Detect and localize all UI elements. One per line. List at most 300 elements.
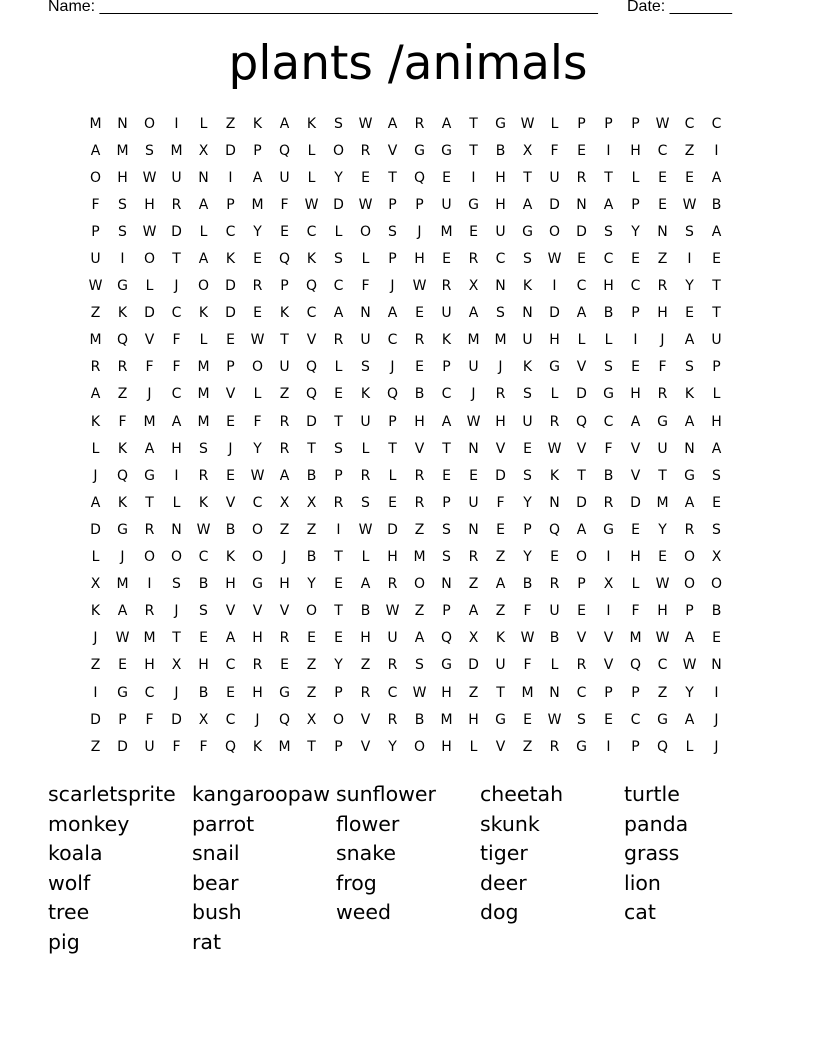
grid-letter: A	[171, 413, 182, 430]
grid-letter: D	[225, 305, 236, 322]
grid-letter: Q	[224, 738, 237, 755]
grid-letter: R	[387, 657, 398, 674]
grid-letter: H	[414, 413, 425, 430]
grid-letter: W	[520, 630, 535, 647]
grid-letter: Y	[253, 440, 262, 457]
grid-letter: Q	[305, 359, 318, 376]
grid-letter: R	[198, 467, 209, 484]
grid-letter: R	[333, 494, 344, 511]
grid-letter: E	[226, 332, 235, 349]
grid-letter: J	[471, 386, 476, 403]
grid-letter: L	[307, 142, 316, 159]
grid-letter: O	[170, 549, 183, 566]
grid-letter: L	[199, 115, 208, 132]
grid-letter: U	[495, 657, 506, 674]
grid-letter: O	[332, 711, 345, 728]
grid-letter: Y	[658, 521, 667, 538]
grid-letter: M	[440, 711, 453, 728]
grid-letter: W	[142, 169, 157, 186]
grid-letter: K	[684, 386, 695, 403]
grid-letter: A	[603, 196, 614, 213]
grid-letter: A	[441, 413, 452, 430]
grid-letter: K	[441, 332, 452, 349]
grid-letter: V	[414, 440, 425, 457]
grid-letter: Z	[495, 549, 506, 566]
grid-letter: H	[549, 332, 560, 349]
grid-letter: U	[144, 738, 155, 755]
grid-letter: R	[684, 521, 695, 538]
word-list-item: kangaroopaw	[192, 782, 331, 806]
grid-letter: T	[469, 142, 478, 159]
word-list-item: flower	[336, 811, 400, 836]
word-list-item: rat	[192, 929, 222, 954]
grid-letter: R	[657, 278, 668, 295]
grid-letter: N	[576, 196, 587, 213]
grid-letter: F	[550, 142, 559, 159]
grid-letter: O	[548, 223, 561, 240]
grid-letter: B	[711, 603, 722, 620]
grid-letter: S	[334, 115, 343, 132]
grid-letter: N	[171, 521, 182, 538]
grid-letter: K	[360, 386, 371, 403]
grid-letter: S	[145, 142, 154, 159]
grid-letter: R	[90, 359, 101, 376]
grid-letter: C	[657, 142, 668, 159]
grid-letter: D	[306, 413, 317, 430]
grid-letter: E	[307, 630, 316, 647]
grid-letter: T	[307, 738, 316, 755]
grid-letter: L	[91, 549, 100, 566]
grid-letter: B	[414, 711, 425, 728]
grid-letter: H	[495, 169, 506, 186]
grid-letter: P	[577, 115, 586, 132]
grid-letter: R	[549, 576, 560, 593]
grid-letter: Q	[386, 386, 399, 403]
grid-letter: I	[471, 169, 476, 186]
grid-letter: E	[415, 305, 424, 322]
grid-letter: V	[630, 440, 641, 457]
grid-letter: P	[712, 359, 721, 376]
grid-letter: Z	[306, 684, 317, 701]
grid-letter: P	[631, 305, 640, 322]
grid-letter: Q	[548, 521, 561, 538]
grid-letter: Q	[413, 169, 426, 186]
grid-letter: E	[631, 359, 640, 376]
grid-letter: M	[143, 413, 156, 430]
grid-letter: L	[388, 467, 397, 484]
grid-letter: L	[91, 440, 100, 457]
grid-letter: K	[117, 305, 128, 322]
grid-letter: T	[496, 684, 505, 701]
grid-letter: L	[604, 332, 613, 349]
grid-letter: M	[413, 549, 426, 566]
grid-letter: T	[712, 305, 721, 322]
grid-letter: N	[441, 576, 452, 593]
page-title: plants /animals	[228, 36, 588, 91]
grid-letter: J	[174, 684, 179, 701]
grid-letter: K	[495, 630, 506, 647]
grid-letter: E	[361, 169, 370, 186]
grid-letter: A	[684, 413, 695, 430]
grid-letter: D	[387, 521, 398, 538]
grid-letter: F	[172, 359, 181, 376]
grid-letter: N	[549, 494, 560, 511]
grid-letter: P	[334, 684, 343, 701]
grid-letter: S	[334, 251, 343, 268]
grid-letter: C	[171, 386, 182, 403]
word-list-item: tree	[48, 900, 90, 925]
grid-letter: L	[199, 332, 208, 349]
grid-letter: S	[361, 494, 370, 511]
grid-letter: A	[198, 251, 209, 268]
grid-letter: C	[387, 684, 398, 701]
grid-letter: H	[468, 711, 479, 728]
grid-letter: E	[685, 169, 694, 186]
grid-letter: B	[306, 549, 317, 566]
grid-letter: X	[198, 142, 209, 159]
grid-letter: J	[417, 223, 422, 240]
grid-letter: M	[521, 684, 534, 701]
grid-letter: G	[117, 684, 128, 701]
grid-letter: G	[576, 738, 587, 755]
grid-letter: G	[657, 711, 668, 728]
grid-letter: A	[576, 521, 587, 538]
grid-letter: R	[576, 169, 587, 186]
grid-letter: R	[657, 386, 668, 403]
grid-letter: F	[145, 359, 154, 376]
grid-letter: R	[468, 251, 479, 268]
grid-letter: U	[495, 223, 506, 240]
grid-letter: F	[523, 603, 532, 620]
grid-letter: M	[197, 359, 210, 376]
grid-letter: S	[442, 521, 451, 538]
grid-letter: N	[117, 115, 128, 132]
grid-letter: G	[657, 413, 668, 430]
grid-letter: W	[385, 603, 400, 620]
grid-letter: P	[253, 142, 262, 159]
grid-letter: M	[116, 576, 129, 593]
grid-letter: G	[549, 359, 560, 376]
grid-letter: T	[442, 440, 451, 457]
grid-letter: Z	[414, 521, 425, 538]
grid-letter: Y	[523, 549, 532, 566]
grid-letter: V	[225, 494, 236, 511]
grid-letter: F	[253, 413, 262, 430]
grid-letter: O	[251, 549, 264, 566]
grid-letter: K	[225, 251, 236, 268]
grid-letter: Z	[495, 603, 506, 620]
grid-letter: W	[547, 711, 562, 728]
grid-letter: N	[360, 305, 371, 322]
grid-letter: L	[361, 440, 370, 457]
grid-letter: Z	[657, 251, 668, 268]
word-list-item: lion	[624, 870, 661, 895]
grid-letter: G	[603, 386, 614, 403]
grid-letter: V	[225, 386, 236, 403]
grid-letter: G	[684, 467, 695, 484]
word-list-item: cat	[624, 900, 656, 925]
grid-letter: L	[361, 251, 370, 268]
grid-letter: G	[495, 711, 506, 728]
grid-letter: S	[685, 223, 694, 240]
grid-letter: Z	[225, 115, 236, 132]
grid-letter: P	[280, 278, 289, 295]
grid-letter: A	[441, 115, 452, 132]
grid-letter: I	[633, 332, 638, 349]
grid-letter: U	[549, 169, 560, 186]
grid-letter: G	[252, 576, 263, 593]
grid-letter: U	[279, 169, 290, 186]
grid-letter: F	[91, 196, 100, 213]
grid-letter: D	[225, 142, 236, 159]
grid-letter: V	[603, 630, 614, 647]
grid-letter: D	[495, 467, 506, 484]
grid-letter: I	[687, 251, 692, 268]
grid-letter: A	[279, 115, 290, 132]
grid-letter: P	[91, 223, 100, 240]
grid-letter: R	[414, 494, 425, 511]
grid-letter: K	[306, 251, 317, 268]
grid-letter: U	[360, 413, 371, 430]
grid-letter: L	[307, 169, 316, 186]
grid-letter: Y	[388, 738, 397, 755]
grid-letter: J	[147, 386, 152, 403]
grid-letter: O	[332, 142, 345, 159]
grid-letter: E	[469, 223, 478, 240]
grid-letter: I	[552, 278, 557, 295]
grid-letter: G	[495, 115, 506, 132]
grid-letter: A	[117, 603, 128, 620]
grid-letter: O	[251, 521, 264, 538]
grid-letter: V	[495, 440, 506, 457]
grid-letter: P	[388, 196, 397, 213]
grid-letter: A	[684, 711, 695, 728]
grid-letter: F	[118, 413, 127, 430]
grid-letter: I	[714, 142, 719, 159]
grid-letter: R	[144, 603, 155, 620]
grid-letter: P	[631, 196, 640, 213]
grid-letter: T	[604, 169, 613, 186]
grid-letter: M	[116, 142, 129, 159]
grid-letter: P	[388, 251, 397, 268]
grid-letter: M	[197, 386, 210, 403]
grid-letter: T	[334, 413, 343, 430]
grid-letter: P	[442, 494, 451, 511]
grid-letter: A	[252, 169, 263, 186]
grid-letter: J	[93, 630, 98, 647]
grid-letter: G	[441, 142, 452, 159]
grid-letter: C	[576, 278, 587, 295]
word-list-item: cheetah	[480, 782, 564, 806]
grid-letter: Y	[523, 494, 532, 511]
grid-letter: A	[387, 115, 398, 132]
grid-letter: E	[658, 549, 667, 566]
grid-letter: L	[253, 386, 262, 403]
grid-letter: S	[604, 223, 613, 240]
grid-letter: I	[93, 684, 98, 701]
grid-letter: O	[143, 549, 156, 566]
grid-letter: H	[225, 576, 236, 593]
grid-letter: P	[442, 359, 451, 376]
grid-letter: Q	[305, 278, 318, 295]
grid-letter: B	[522, 576, 533, 593]
grid-letter: E	[199, 630, 208, 647]
grid-letter: W	[412, 278, 427, 295]
grid-letter: D	[333, 196, 344, 213]
grid-letter: A	[711, 440, 722, 457]
grid-letter: G	[279, 684, 290, 701]
grid-letter: T	[712, 278, 721, 295]
grid-letter: A	[90, 494, 101, 511]
grid-letter: R	[279, 413, 290, 430]
word-list-item: snail	[192, 841, 240, 866]
grid-letter: H	[630, 142, 641, 159]
grid-letter: H	[495, 196, 506, 213]
grid-letter: X	[522, 142, 533, 159]
grid-letter: R	[414, 115, 425, 132]
grid-letter: Z	[414, 603, 425, 620]
grid-letter: Y	[307, 576, 316, 593]
grid-letter: I	[606, 738, 611, 755]
grid-letter: T	[388, 169, 397, 186]
grid-letter: S	[199, 440, 208, 457]
grid-letter: Z	[90, 657, 101, 674]
grid-letter: K	[117, 494, 128, 511]
word-list-item: panda	[624, 811, 689, 836]
grid-letter: U	[522, 332, 533, 349]
grid-letter: U	[522, 413, 533, 430]
grid-letter: C	[198, 549, 209, 566]
grid-letter: Z	[684, 142, 695, 159]
grid-letter: E	[604, 711, 613, 728]
grid-letter: U	[279, 359, 290, 376]
grid-letter: H	[117, 169, 128, 186]
grid-letter: T	[658, 467, 667, 484]
grid-letter: C	[252, 494, 263, 511]
grid-letter: O	[251, 359, 264, 376]
grid-letter: P	[523, 521, 532, 538]
grid-letter: A	[495, 576, 506, 593]
grid-letter: G	[117, 278, 128, 295]
grid-letter: W	[304, 196, 319, 213]
grid-letter: A	[90, 386, 101, 403]
grid-letter: T	[388, 440, 397, 457]
grid-letter: N	[468, 521, 479, 538]
grid-letter: N	[198, 169, 209, 186]
grid-letter: M	[251, 196, 264, 213]
grid-letter: X	[306, 494, 317, 511]
grid-letter: W	[682, 657, 697, 674]
grid-letter: R	[360, 142, 371, 159]
grid-letter: F	[631, 603, 640, 620]
grid-letter: C	[630, 711, 641, 728]
grid-letter: C	[225, 711, 236, 728]
grid-letter: H	[657, 305, 668, 322]
grid-letter: L	[577, 332, 586, 349]
grid-letter: R	[387, 711, 398, 728]
grid-letter: W	[520, 115, 535, 132]
grid-letter: L	[199, 223, 208, 240]
grid-letter: T	[523, 169, 532, 186]
grid-letter: W	[547, 440, 562, 457]
grid-letter: T	[280, 332, 289, 349]
grid-letter: Z	[657, 684, 668, 701]
word-list-item: skunk	[480, 811, 540, 836]
grid-letter: D	[225, 278, 236, 295]
word-list-item: dog	[480, 900, 519, 925]
grid-letter: Z	[90, 738, 101, 755]
grid-letter: S	[118, 196, 127, 213]
grid-letter: J	[282, 549, 287, 566]
grid-letter: S	[172, 576, 181, 593]
grid-letter: K	[198, 305, 209, 322]
grid-letter: V	[360, 711, 371, 728]
grid-letter: A	[522, 196, 533, 213]
grid-letter: X	[279, 494, 290, 511]
grid-letter: E	[253, 251, 262, 268]
grid-letter: V	[576, 440, 587, 457]
grid-letter: O	[143, 251, 156, 268]
grid-letter: E	[496, 521, 505, 538]
grid-letter: R	[468, 549, 479, 566]
grid-letter: B	[495, 142, 506, 159]
grid-letter: R	[252, 657, 263, 674]
grid-letter: N	[684, 440, 695, 457]
grid-letter: D	[171, 223, 182, 240]
grid-letter: R	[252, 278, 263, 295]
grid-letter: H	[279, 576, 290, 593]
grid-letter: R	[360, 684, 371, 701]
grid-letter: S	[415, 657, 424, 674]
grid-letter: A	[360, 576, 371, 593]
grid-letter: T	[577, 467, 586, 484]
grid-letter: F	[361, 278, 370, 295]
grid-letter: O	[683, 549, 696, 566]
grid-letter: J	[660, 332, 665, 349]
grid-letter: L	[712, 386, 721, 403]
grid-letter: Z	[279, 521, 290, 538]
grid-letter: G	[117, 521, 128, 538]
grid-letter: U	[441, 305, 452, 322]
grid-letter: D	[144, 305, 155, 322]
grid-letter: O	[197, 278, 210, 295]
grid-letter: A	[414, 630, 425, 647]
grid-letter: H	[252, 684, 263, 701]
grid-letter: F	[658, 359, 667, 376]
grid-letter: K	[225, 549, 236, 566]
grid-letter: Z	[306, 521, 317, 538]
grid-letter: E	[712, 630, 721, 647]
grid-letter: U	[657, 440, 668, 457]
grid-letter: H	[630, 386, 641, 403]
grid-letter: F	[172, 738, 181, 755]
grid-letter: S	[361, 359, 370, 376]
grid-letter: P	[334, 467, 343, 484]
grid-letter: K	[198, 494, 209, 511]
grid-letter: L	[550, 386, 559, 403]
grid-letter: W	[142, 223, 157, 240]
grid-letter: R	[495, 386, 506, 403]
grid-letter: M	[656, 494, 669, 511]
word-list-item: tiger	[480, 841, 528, 866]
grid-letter: W	[412, 684, 427, 701]
grid-letter: Z	[360, 657, 371, 674]
grid-letter: I	[120, 251, 125, 268]
grid-letter: X	[198, 711, 209, 728]
grid-letter: R	[333, 332, 344, 349]
grid-letter: E	[523, 440, 532, 457]
grid-letter: O	[413, 576, 426, 593]
